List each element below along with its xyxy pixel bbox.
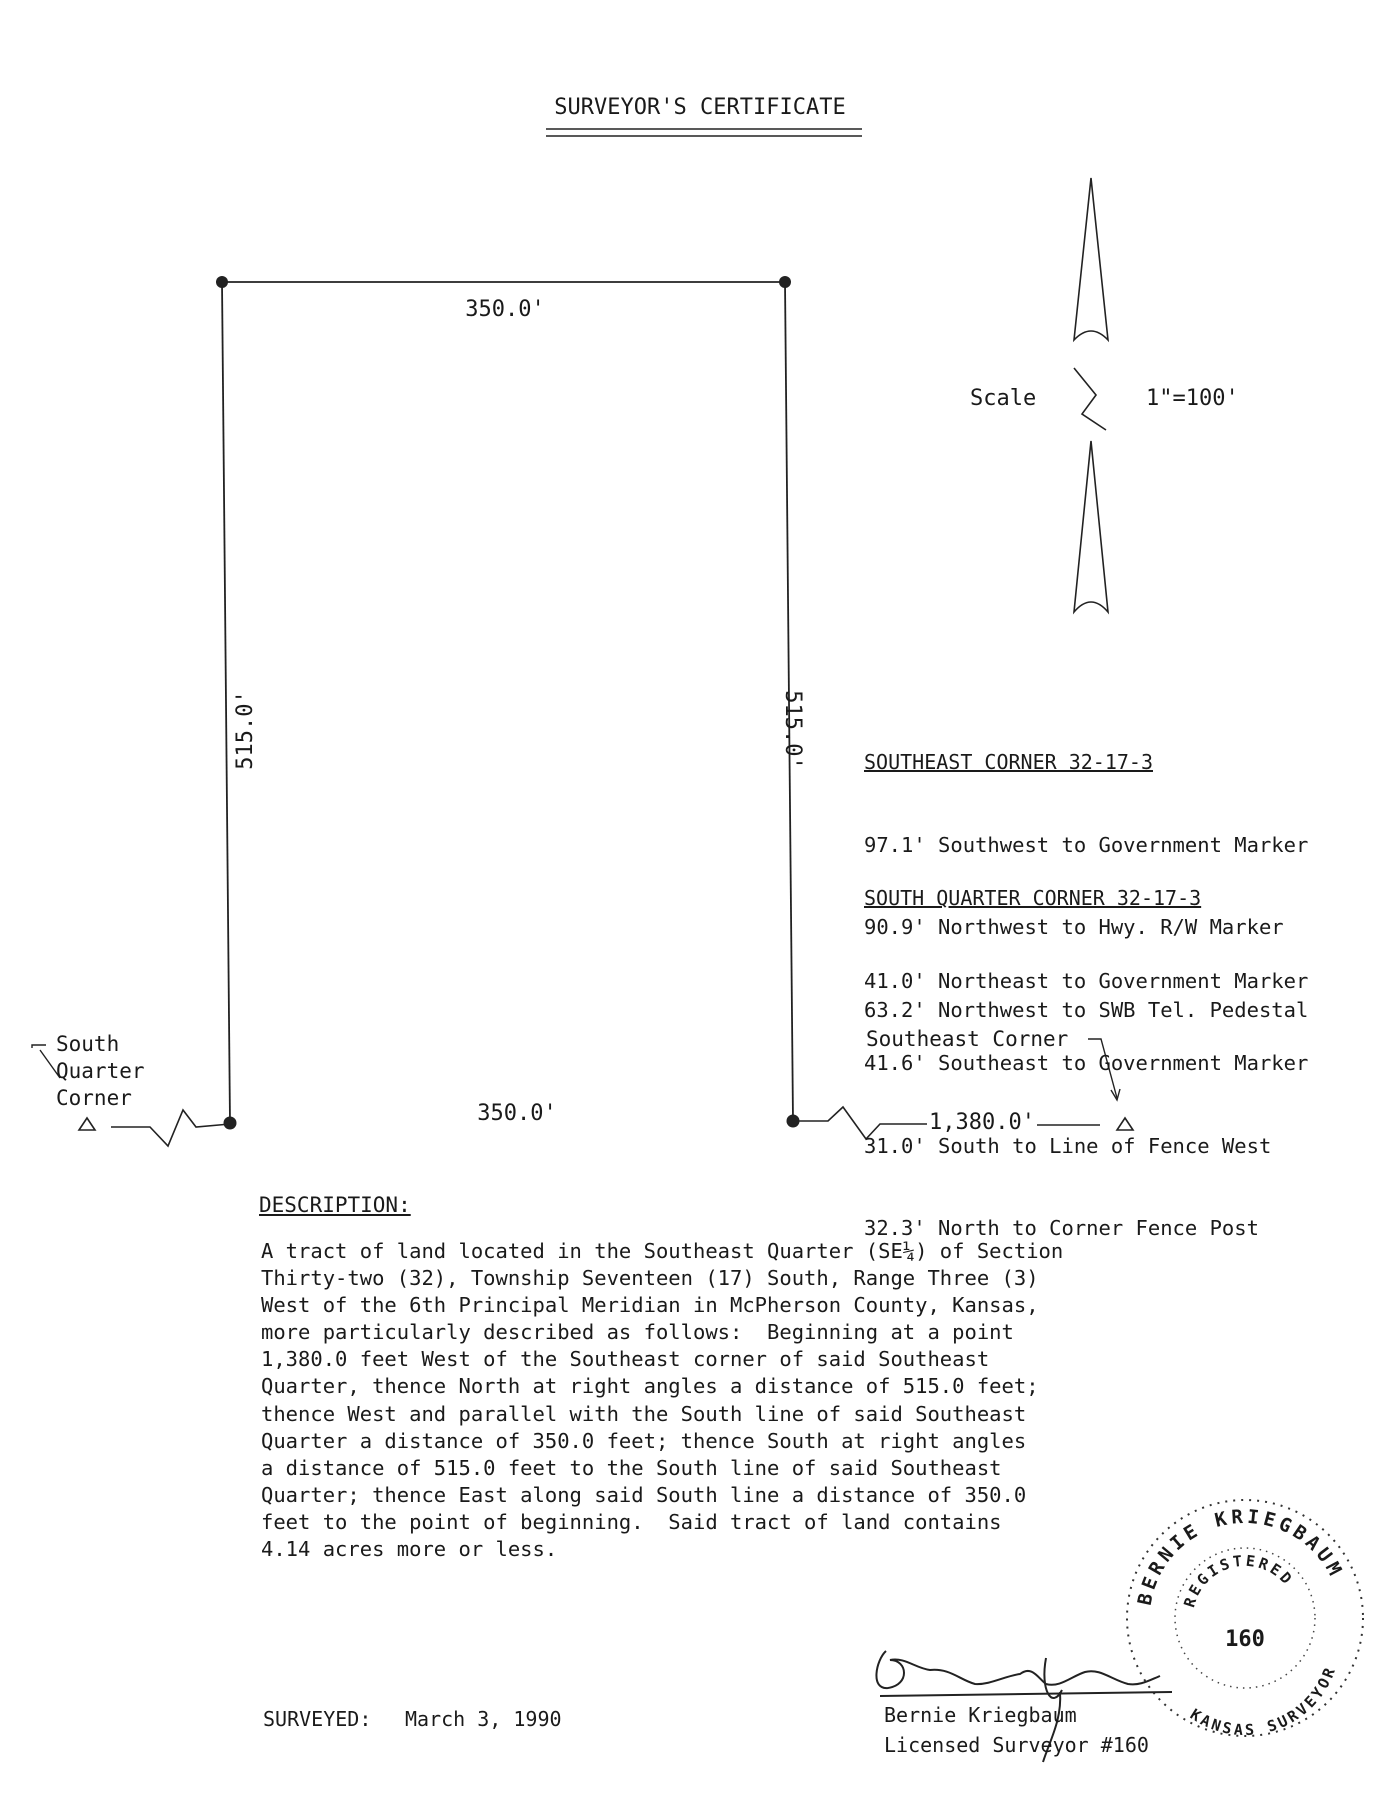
north-arrow-icon (1074, 178, 1108, 612)
description-body (261, 1238, 1181, 1563)
description-heading: DESCRIPTION: (259, 1193, 411, 1217)
sqc-tie-line: 41.0' Northeast to Government Marker (864, 968, 1309, 993)
description-line: 1,380.0 feet West of the Southeast corner of said Southeast (261, 1347, 990, 1372)
surveyed-label: SURVEYED: (263, 1707, 372, 1731)
surveyed-date: March 3, 1990 (405, 1707, 562, 1731)
description-line: feet to the point of beginning. Said tract of land contains (261, 1509, 1002, 1534)
scale-label: Scale (970, 386, 1037, 411)
offset-distance: 1,380.0' (929, 1110, 1035, 1135)
corner-monument-sw (224, 1117, 237, 1130)
seal-number: 160 (1225, 1627, 1265, 1652)
se-tie-line: 90.9' Northwest to Hwy. R/W Marker (864, 915, 1284, 939)
south-quarter-corner-ties (864, 830, 1308, 1298)
surveyor-name: Bernie Kriegbaum (884, 1703, 1077, 1727)
sqc-tie-line: 41.6' Southeast to Government Marker (864, 1051, 1309, 1075)
south-quarter-corner-label (32, 1032, 145, 1110)
document-title: SURVEYOR'S CERTIFICATE (554, 95, 846, 120)
sqc-ties-heading: SOUTH QUARTER CORNER 32-17-3 (864, 886, 1202, 910)
seal-top-text: BERNIE KRIEGBAUM (1133, 1505, 1348, 1608)
scale-value: 1"=100' (1146, 386, 1239, 411)
se-tie-line: 63.2' Northwest to SWB Tel. Pedestal (864, 997, 1309, 1022)
description-line: Thirty-two (32), Township Seventeen (17) South, Range Three (3) (261, 1266, 1039, 1291)
se-tie-line: 97.1' Southwest to Government Marker (864, 832, 1309, 857)
seal-bottom-text: KANSAS SURVEYOR (1186, 1662, 1340, 1740)
south-quarter-corner-triangle-icon (79, 1118, 95, 1130)
description-line: thence West and parallel with the South line of said Southeast (261, 1401, 1027, 1426)
south-line-dimension: 350.0' (477, 1101, 557, 1126)
description-line: more particularly described as follows: Beginning at a point (261, 1320, 1014, 1345)
seal-inner-text: REGISTERED (1180, 1551, 1298, 1610)
sqc-tie-line: 32.3' North to Corner Fence Post (864, 1216, 1259, 1240)
west-line-dimension: 515.0' (233, 690, 258, 770)
description-line: a distance of 515.0 feet to the South line of said Southeast (261, 1455, 1002, 1480)
description-line: Quarter, thence North at right angles a distance of 515.0 feet; (261, 1374, 1039, 1399)
se-ties-heading: SOUTHEAST CORNER 32-17-3 (864, 750, 1153, 774)
north-line-dimension: 350.0' (465, 297, 545, 322)
sqc-label-line-1: South (56, 1032, 120, 1056)
description-line: Quarter; thence East along said South line a distance of 350.0 (261, 1482, 1027, 1507)
corner-monument-nw (216, 276, 228, 288)
description-line: A tract of land located in the Southeast Quarter (SE¼) of Section (261, 1239, 1064, 1263)
sqc-label-line-2: Quarter (56, 1059, 145, 1083)
east-line-dimension: 515.0' (780, 690, 805, 770)
description-line: West of the 6th Principal Meridian in McPherson County, Kansas, (261, 1293, 1039, 1318)
surveyor-license: Licensed Surveyor #160 (884, 1733, 1149, 1757)
description-line: Quarter a distance of 350.0 feet; thence South at right angles (261, 1428, 1027, 1453)
sqc-tie-line: 31.0' South to Line of Fence West (864, 1133, 1272, 1158)
se-corner-label-text: Southeast Corner (866, 1027, 1069, 1051)
sqc-label-line-3: Corner (56, 1086, 132, 1110)
description-line: 4.14 acres more or less. (261, 1537, 558, 1562)
corner-monument-ne (779, 276, 791, 288)
tract-boundary (222, 282, 793, 1123)
